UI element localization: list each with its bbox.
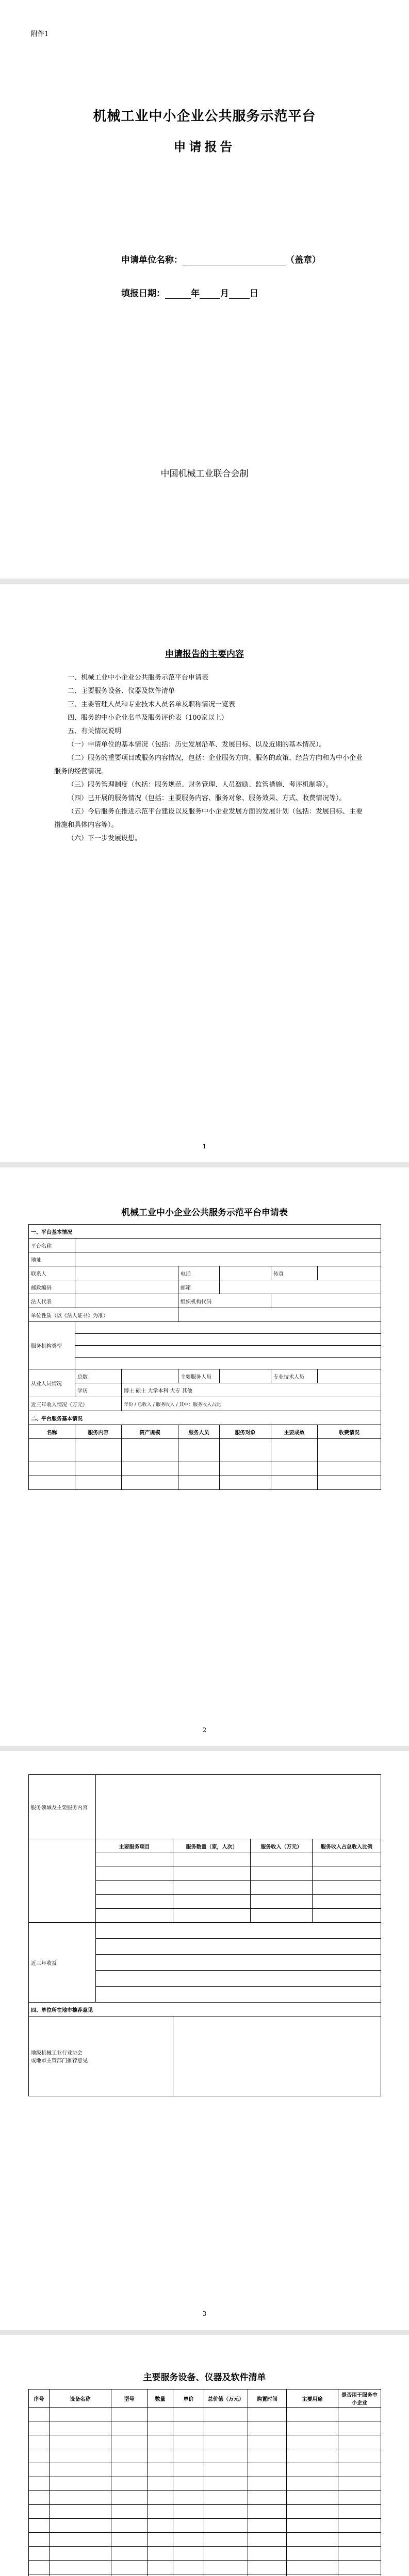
table-cell[interactable] bbox=[204, 2533, 248, 2547]
table-cell[interactable] bbox=[111, 2435, 148, 2449]
table-cell[interactable] bbox=[50, 2435, 111, 2449]
table-cell[interactable] bbox=[338, 2463, 381, 2477]
date-field bbox=[121, 286, 258, 299]
page-number: 2 bbox=[202, 1726, 207, 1734]
table-cell[interactable] bbox=[29, 2533, 50, 2547]
date-day: 日 bbox=[250, 289, 258, 299]
table-row bbox=[29, 2505, 381, 2519]
table-cell[interactable] bbox=[248, 2519, 287, 2533]
table-cell[interactable] bbox=[29, 2574, 50, 2576]
table-cell[interactable] bbox=[148, 2574, 173, 2576]
services-table: 服务领域及主要服务内容 主要服务项目 服务数量（家，人次） 服务收入（万元） 服务收入占总收入比例 近三年收益 四、单位所在地市推荐意见 地级机械工业行业协会 或地市主管部门推荐意见 bbox=[28, 1774, 381, 2096]
equipment-page bbox=[0, 2335, 409, 2576]
table-cell[interactable] bbox=[338, 2505, 381, 2519]
table-cell[interactable] bbox=[148, 2533, 173, 2547]
table-cell[interactable] bbox=[29, 2561, 50, 2574]
table-cell[interactable] bbox=[204, 2477, 248, 2491]
table-cell[interactable] bbox=[148, 2421, 173, 2435]
table-row bbox=[29, 2463, 381, 2477]
table-cell[interactable] bbox=[204, 2547, 248, 2561]
contents-heading: 申请报告的主要内容 bbox=[165, 649, 244, 659]
section-heading: 二、平台服务基本情况 bbox=[29, 1411, 381, 1425]
applicant-label: 申请单位名称： bbox=[121, 255, 183, 265]
table-cell[interactable] bbox=[287, 2408, 338, 2421]
table-cell[interactable] bbox=[50, 2519, 111, 2533]
table-cell[interactable] bbox=[204, 2519, 248, 2533]
table-cell[interactable] bbox=[248, 2574, 287, 2576]
table-cell[interactable] bbox=[29, 2491, 50, 2505]
applicant-stamp: （盖章） bbox=[286, 255, 321, 265]
table-cell[interactable] bbox=[29, 2547, 50, 2561]
table-cell[interactable] bbox=[338, 2421, 381, 2435]
section-heading: 一、平台基本情况 bbox=[29, 1225, 381, 1239]
table-cell[interactable] bbox=[248, 2449, 287, 2463]
table-cell[interactable] bbox=[50, 2574, 111, 2576]
table-cell[interactable] bbox=[338, 2533, 381, 2547]
table-cell[interactable] bbox=[111, 2449, 148, 2463]
table-cell[interactable] bbox=[148, 2449, 173, 2463]
table-cell[interactable] bbox=[204, 2574, 248, 2576]
table-cell[interactable] bbox=[173, 2477, 204, 2491]
table-cell[interactable] bbox=[111, 2505, 148, 2519]
page-number: 1 bbox=[202, 1143, 207, 1150]
table-cell[interactable] bbox=[50, 2491, 111, 2505]
table-cell[interactable] bbox=[29, 2477, 50, 2491]
page-gap bbox=[0, 2330, 409, 2335]
table-cell[interactable] bbox=[287, 2547, 338, 2561]
table-cell[interactable] bbox=[248, 2547, 287, 2561]
page-gap bbox=[0, 1746, 409, 1751]
table-row bbox=[29, 2477, 381, 2491]
table-cell[interactable] bbox=[50, 2533, 111, 2547]
table-cell[interactable] bbox=[173, 2491, 204, 2505]
table-cell[interactable] bbox=[287, 2561, 338, 2574]
table-cell[interactable] bbox=[50, 2561, 111, 2574]
form-continued-page bbox=[0, 1751, 409, 2330]
equipment-table: 序号 设备名称 型号 数量 单价 总价值（万元） 购置时间 主要用途 是否用于服务中小企业 bbox=[28, 2389, 381, 2576]
table-cell[interactable] bbox=[111, 2519, 148, 2533]
table-cell[interactable] bbox=[204, 2463, 248, 2477]
table-row bbox=[29, 2533, 381, 2547]
table-cell[interactable] bbox=[173, 2421, 204, 2435]
table-cell[interactable] bbox=[173, 2505, 204, 2519]
table-cell[interactable] bbox=[204, 2435, 248, 2449]
contents-page bbox=[0, 584, 409, 1162]
table-cell[interactable] bbox=[287, 2519, 338, 2533]
table-cell[interactable] bbox=[111, 2547, 148, 2561]
table-cell[interactable] bbox=[287, 2505, 338, 2519]
table-cell[interactable] bbox=[111, 2533, 148, 2547]
contents-list bbox=[54, 671, 369, 845]
table-row bbox=[29, 2449, 381, 2463]
table-cell[interactable] bbox=[50, 2547, 111, 2561]
table-cell[interactable] bbox=[173, 2463, 204, 2477]
table-row bbox=[29, 2561, 381, 2574]
table-cell[interactable] bbox=[50, 2408, 111, 2421]
table-cell[interactable] bbox=[29, 2449, 50, 2463]
table-cell[interactable] bbox=[338, 2574, 381, 2576]
date-year: 年 bbox=[191, 289, 200, 299]
application-table: 一、平台基本情况 平台名称 地址 联系人 电话 传真 邮政编码 邮箱 法人代表 组织机构代码 单位性质（以《法人证书》为准） 服务机构类型 从业人员情况 总数 主要服务人员 专业技术人员 学历 博士 硕士 大学本科 大专 其他 近三年收入情况（万元） 年份 / 总收入 / 服务收入 / 其中：服务收入占比 二、平台服务基本情况 名称 服务内容 资产规模 服务人员 服务对象 主要成效 收费情况 bbox=[28, 1224, 381, 1490]
table-cell[interactable] bbox=[173, 2574, 204, 2576]
table-cell[interactable] bbox=[204, 2505, 248, 2519]
table-cell[interactable] bbox=[50, 2463, 111, 2477]
table-cell[interactable] bbox=[111, 2574, 148, 2576]
contents-item: （三）服务管理制度（包括：服务规范、财务管理、人员激励、监管措施、考评机制等）。 bbox=[68, 781, 333, 789]
table-cell[interactable] bbox=[111, 2421, 148, 2435]
application-form-page bbox=[0, 1167, 409, 1746]
table-cell[interactable] bbox=[248, 2408, 287, 2421]
table-cell[interactable] bbox=[338, 2547, 381, 2561]
table-cell[interactable] bbox=[204, 2449, 248, 2463]
table-cell[interactable] bbox=[248, 2463, 287, 2477]
table-cell[interactable] bbox=[248, 2435, 287, 2449]
table-cell[interactable] bbox=[204, 2561, 248, 2574]
contents-item: （二）服务的重要项目或服务内容情况，包括：企业服务方向、服务的政策、经营方向和为中小企业服务的经营情况。 bbox=[54, 754, 363, 775]
page-gap bbox=[0, 579, 409, 584]
table-cell[interactable] bbox=[338, 2491, 381, 2505]
table-cell[interactable] bbox=[111, 2491, 148, 2505]
table-cell[interactable] bbox=[248, 2421, 287, 2435]
table-row bbox=[29, 2547, 381, 2561]
table-row bbox=[29, 2519, 381, 2533]
table-cell[interactable] bbox=[173, 2435, 204, 2449]
contents-item: （四）已开展的服务情况（包括：主要服务内容、服务对象、服务效果、方式、收费情况等）。 bbox=[68, 794, 346, 802]
issuing-org: 中国机械工业联合会制 bbox=[160, 469, 249, 479]
table-cell[interactable] bbox=[50, 2477, 111, 2491]
table-cell[interactable] bbox=[173, 2519, 204, 2533]
table-row bbox=[29, 2574, 381, 2576]
table-cell[interactable] bbox=[50, 2421, 111, 2435]
table-cell[interactable] bbox=[148, 2561, 173, 2574]
form-title: 机械工业中小企业公共服务示范平台申请表 bbox=[121, 1208, 288, 1218]
applicant-blank bbox=[183, 255, 286, 265]
applicant-field bbox=[121, 252, 321, 265]
page-number: 3 bbox=[202, 2310, 207, 2317]
table-cell[interactable] bbox=[287, 2574, 338, 2576]
table-cell[interactable] bbox=[287, 2533, 338, 2547]
table-cell[interactable] bbox=[148, 2463, 173, 2477]
table-cell[interactable] bbox=[29, 2463, 50, 2477]
cover-title: 机械工业中小企业公共服务示范平台 bbox=[93, 109, 316, 124]
table-cell[interactable] bbox=[338, 2408, 381, 2421]
contents-item: （一）申请单位的基本情况（包括：历史发展沿革、发展目标、以及近期的基本情况）。 bbox=[68, 741, 326, 749]
table-cell[interactable] bbox=[173, 2561, 204, 2574]
equipment-title: 主要服务设备、仪器及软件清单 bbox=[143, 2372, 266, 2383]
table-cell[interactable] bbox=[29, 2435, 50, 2449]
contents-item: 三、主要管理人员和专业技术人员名单及职称情况一览表 bbox=[68, 701, 236, 708]
table-cell[interactable] bbox=[148, 2435, 173, 2449]
table-cell[interactable] bbox=[148, 2408, 173, 2421]
table-cell[interactable] bbox=[248, 2561, 287, 2574]
contents-item: （六）下一步发展设想。 bbox=[68, 835, 142, 842]
table-cell[interactable] bbox=[248, 2505, 287, 2519]
table-cell[interactable] bbox=[29, 2519, 50, 2533]
date-month: 月 bbox=[220, 289, 229, 299]
table-cell[interactable] bbox=[148, 2519, 173, 2533]
table-cell[interactable] bbox=[248, 2533, 287, 2547]
table-cell[interactable] bbox=[111, 2408, 148, 2421]
table-cell[interactable] bbox=[287, 2449, 338, 2463]
table-row bbox=[29, 2435, 381, 2449]
table-row bbox=[29, 2408, 381, 2421]
table-cell[interactable] bbox=[338, 2519, 381, 2533]
table-cell[interactable] bbox=[287, 2463, 338, 2477]
table-row bbox=[29, 2421, 381, 2435]
table-cell[interactable] bbox=[148, 2491, 173, 2505]
table-row bbox=[29, 2491, 381, 2505]
table-cell[interactable] bbox=[148, 2547, 173, 2561]
table-cell[interactable] bbox=[111, 2561, 148, 2574]
table-cell[interactable] bbox=[173, 2547, 204, 2561]
table-cell[interactable] bbox=[338, 2449, 381, 2463]
table-cell[interactable] bbox=[287, 2477, 338, 2491]
recommend-label: 地级机械工业行业协会 或地市主管部门推荐意见 bbox=[29, 2016, 173, 2096]
table-cell[interactable] bbox=[29, 2408, 50, 2421]
table-cell[interactable] bbox=[29, 2505, 50, 2519]
table-cell[interactable] bbox=[204, 2421, 248, 2435]
table-cell[interactable] bbox=[287, 2435, 338, 2449]
date-label: 填报日期： bbox=[121, 289, 165, 299]
table-cell[interactable] bbox=[111, 2463, 148, 2477]
contents-item: 二、主要服务设备、仪器及软件清单 bbox=[68, 687, 175, 695]
table-cell[interactable] bbox=[338, 2477, 381, 2491]
contents-item: （五）今后服务在推进示范平台建设以及服务中小企业发展方面的发展计划（包括：发展目标、主要措施和具体内容等）。 bbox=[54, 808, 363, 829]
table-cell[interactable] bbox=[338, 2435, 381, 2449]
table-cell[interactable] bbox=[204, 2408, 248, 2421]
table-cell[interactable] bbox=[50, 2505, 111, 2519]
table-cell[interactable] bbox=[338, 2561, 381, 2574]
table-cell[interactable] bbox=[111, 2477, 148, 2491]
section-heading: 四、单位所在地市推荐意见 bbox=[29, 2003, 381, 2016]
table-cell[interactable] bbox=[248, 2491, 287, 2505]
table-cell[interactable] bbox=[29, 2421, 50, 2435]
attachment-label: 附件1 bbox=[31, 30, 49, 38]
cover-subtitle: 申请报告 bbox=[173, 139, 236, 154]
table-cell[interactable] bbox=[50, 2449, 111, 2463]
cover-page bbox=[0, 0, 409, 579]
table-cell[interactable] bbox=[287, 2491, 338, 2505]
table-cell[interactable] bbox=[248, 2477, 287, 2491]
table-cell[interactable] bbox=[173, 2533, 204, 2547]
table-cell[interactable] bbox=[287, 2421, 338, 2435]
page-gap bbox=[0, 1162, 409, 1167]
contents-item: 四、服务的中小企业名单及服务评价表（100家以上） bbox=[68, 714, 228, 722]
table-cell[interactable] bbox=[148, 2505, 173, 2519]
table-cell[interactable] bbox=[173, 2449, 204, 2463]
table-cell[interactable] bbox=[173, 2408, 204, 2421]
table-cell[interactable] bbox=[204, 2491, 248, 2505]
contents-item: 一、机械工业中小企业公共服务示范平台申请表 bbox=[68, 674, 209, 682]
contents-item: 五、有关情况说明 bbox=[68, 727, 122, 735]
table-cell[interactable] bbox=[148, 2477, 173, 2491]
